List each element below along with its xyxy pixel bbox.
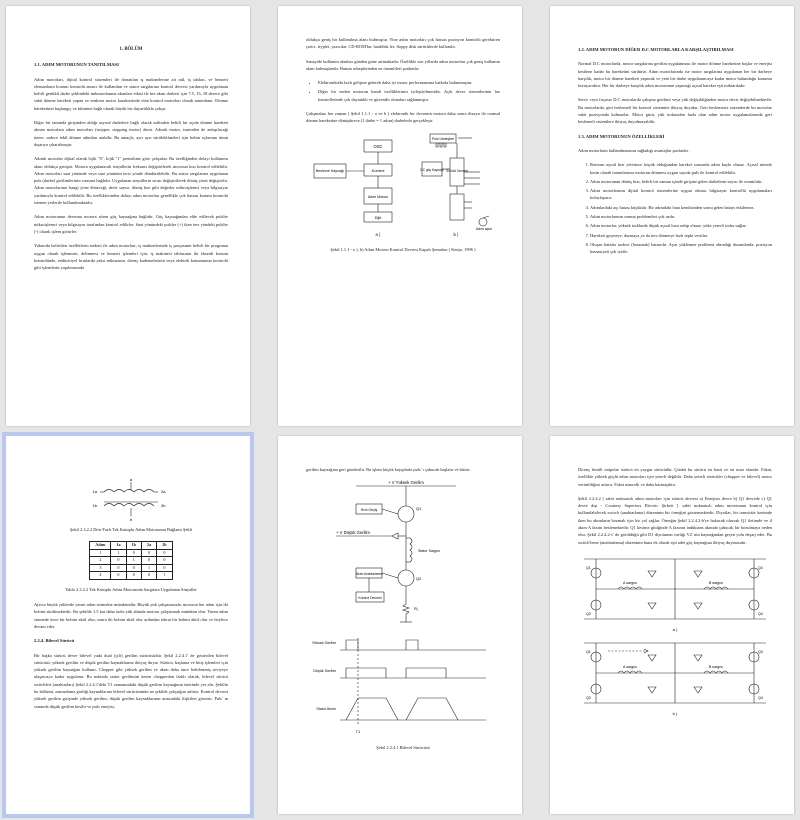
table-cell: 0	[126, 564, 141, 572]
b-winding-label: B sargısı	[708, 664, 724, 669]
adim-motoru-label: Adım Motoru	[367, 194, 389, 199]
figure-caption: Şekil 2.2.4.1 Bilevel Sürücüsü	[376, 745, 430, 751]
table-cell: 0	[142, 557, 157, 565]
table-row	[90, 549, 172, 557]
table-cell: 0	[126, 549, 141, 557]
table-header-row	[90, 542, 172, 550]
paragraph: Ayrıca büyük yüklerde yarım adım sürmekte mümkündür. Büyük yük çalışmasında, motorun her adım için iki bobini sürülmektedir. Bu şekilde 1.5 kat daha fazla yük altında motoru çalıştırmak mümkün olur. Yarım adım sürmede önce bir bobini aktif olur, sonra iki bobini aktif olur ardından tekrar bir bobini aktif olur ve böylece devam eder.	[34, 602, 228, 629]
section-heading: 1.2. ADIM MOTORUN DİĞER D.C MOTORLARLA KARŞILAŞTIRILMASI	[578, 47, 734, 52]
q1-label: Q1	[586, 649, 591, 654]
hizli-label: Hızlı Geçiş	[360, 508, 378, 513]
page-4[interactable]	[6, 436, 250, 814]
page-1	[6, 6, 250, 426]
table-cell: 0	[142, 549, 157, 557]
winding-label-2b: 2b	[161, 503, 166, 508]
q1-label: Q1	[586, 565, 591, 570]
fig-b-label: b )	[453, 231, 459, 237]
q2-label: Q2	[586, 611, 591, 616]
adim-acisi-label: Adım açısı	[475, 226, 493, 231]
yuksek-gerilim-label: Yüksek Gerilim	[311, 641, 336, 646]
paragraph: Şekil 2.2.4.2 [ sabit mıknatıslı adım motorları için sürücü devresi a) Enerjisiz devre b) Q1 devrede c) Q1 devre dışı - Courtesy Superiors Electric Şirketi ]. sabit mıknatıslı adım motorunun kontrol için kullanılabilecek switch (anahtarlama) düzeninin bir örneğini göstermektedir. Diyotlar, bir transistör kesimde iken bu akımların bozmak için bir yol sağlar. Örneğin Şekil 2.2.4.2-b'ye bakacak olursak Q1 iletimde ve il akım A faxını beslemektedir. Q1 kesime gittiğinde A fazının indüktans akımda çabucak bir bozulmaya neden olur. Şekil 2.2.4.2-c' de görüldüğü gibi D1 diyotunun varlığı V2' nin kaynağından geçen yolu deşarj eder. Bu switch'leme (anahtarlama) düzeninin buna ek olarak eşit adet güç kaynağına ihtiyaç duymasıdır.	[578, 495, 772, 545]
table-cell: 0	[157, 549, 172, 557]
b-winding-label: B sargısı	[708, 580, 724, 585]
section-heading: 1.3. ADIM MOTORUNUN ÖZELLİKLERİ	[578, 133, 665, 139]
paragraph: Adımlı motorlar dijital olarak lojik "0", lojik "1" prensibine göre çalışırlar. Bu özelliğinden dolayı kullanımı alanı oldukça geniştir. Motora uygulanacak sinyallerin frekansı değiştirilerek motorun hızı kontrol edilebilir. Adım motorları saat yönünde veya saat yönünün tersi yönde döndürülebilir. Bu stator sargılarına uygulanan puls (darbe) gerilimlerinin sırasına bağlıdır. Uygulanan sinyallerin sırası değiştirilerek dönüş yönü değiştirilir. Adım motorlarının hangi yöne döneceği, devir sayısı, dönüş hızı gibi değerler mikroişlemci veya bilgisayar yardımıyla kontrol edilebilir. Bu özelliklerinden dolayı adım motorları genellikle çok hassas konum kontrolü istenen yerlerde kullanılmaktadır.	[34, 156, 228, 206]
vhigh-label: + V Yüksek Gerilim	[388, 480, 424, 486]
bridge-b-label: b )	[672, 710, 678, 716]
table-cell: 0	[126, 572, 141, 580]
figure-bilevel-circuit	[306, 480, 500, 630]
q4-label: Q4	[758, 695, 763, 700]
table-header: 2a	[142, 542, 157, 550]
table-cell: 0	[157, 564, 172, 572]
table-cell: 3	[90, 564, 111, 572]
figure-bridge-b	[578, 637, 772, 719]
table-cell: 2	[90, 557, 111, 565]
paragraph: Servo veya fırçasız D.C motorlarda çalışma gerilimi veya yük değişikliğinden motor devri değişebilmektedir. Bu motorlarda, geri beslemeli bir kontrol sistemine ihtiyaç duyulur. Geri beslemesiz sistemlerde bu motorlar sabit pozisyonda kalmazlar. Motor gücü, yük torkundan fazla olan adım motor uygulamalarında geri beslemeli sistemlere ihtiyaç duyulmayabilir.	[578, 97, 772, 125]
table-header: Adım	[90, 542, 111, 550]
table-cell: 1	[126, 557, 141, 565]
t1-label: T1	[355, 729, 361, 735]
table-cell: 0	[111, 572, 126, 580]
list-item: 6. Adım motorlar, yüksek torklarda düşük açısal hıza sahip olmaz, yüke yeterli torku sağlar.	[590, 222, 772, 229]
figure-caption: Şekil 1.1.1 - a ), b) Adım Motoru Kontrol Devresi Kapalı Şemaları ( Kenjo, 1996 )	[330, 246, 476, 252]
paragraph: Bir başka sürücü devre bilevel yada dual (çift) gerilim sürücüsüdür. Şekil 2.2.4.1' de gösterilen bilevel sürücüsü; yüksek gerilim ve düşük gerilim kaynaklarına ihtiyaç duyar. Sürücü, başlama ve bitiş işlemleri için yüksek gerilim kaynağını kullanır. Chopper gibi yüksek gerilim ve akım daha önce belirlenmiş seviyeye ulaşıncaya kadar uygulanır. Bu noktada stator gerilimini kesen chopperdan farklı olarak, bilevel sürücü switchleri (anahtarları) Şekil 2.2.4.1'deki T1 zamanındaki düşük gerilim kaynağının üzerinde yer alır. Şekilin bu bölümü, zamanlama grafiği kaynaklarına bilevel sürücüsünün ne şekilde çalıştığını anlatır. Kontrol devresi yüksek gerilim girişinde yüksek gerilim, düşük gerilim kaynaklarının arasındaki ilişkileri gösterir. Puls' ın sonunda düşük gerilim kesilir ve puls enerjisi,	[34, 652, 228, 709]
stator-akimi-label: Stator Akımı	[316, 707, 336, 712]
osc-label: OSC	[373, 143, 383, 149]
paragraph: Çalışmaları her zaman ( Şekil 1.1.1 - a ve b ) elektronik bir devrenin motora daha sonra dizayn ile oransal dönme hareketine dönüştürece (1 darbe = 1 adım) darbelerle gerçekleşir.	[306, 111, 500, 124]
list-item: 8. Oluşan hatalar sadece (basamak) hatasıdır. Aşırı yüklenme problemi olmadığı durumlarda, pozisyon hassasiyeti çok iyidir.	[590, 241, 772, 256]
q1-label: Q1	[416, 506, 422, 512]
paragraph: Diğer bir tanımda girişinden aldığı sayısal darbelere bağlı olarak milinden belirli bir açıda dönme hareketi alınan motorlara adım motorları (stepper, stepping motor) denir. Adımlı motor, isminden de anlaşılacağı üzere, sadece tekil dönme adımları atabilir. Bu amaçla, ayrı ayrı sürülebilmeleri için bobin uçlarının tümü dışarıya çıkartılmıştır.	[34, 120, 228, 147]
paragraph: Direnç limitli unipolar sürücü en yaygın sürücüdür. Çünkü bu sürücü en basit ve en ucuz olandır. Fakat, özellikle yüksek güçlü adım motorları için yeterli değildir. Daha yeterli sürücüler (chopper ve bilevel) motor verimliliğini arttırır. Fakat masraflı ve daha karmaşıktır.	[578, 467, 772, 487]
q4-label: Q4	[758, 611, 763, 616]
a-winding-label: A sargısı	[623, 664, 637, 669]
rs-label: R₁	[414, 606, 419, 612]
page-2	[278, 6, 522, 426]
table-cell: 1	[157, 572, 172, 580]
table-caption: Tablo 2.3.2.2 Tek Kutuplu Adım Motorunda Sargılara Uygulanan Sinyaller	[65, 586, 197, 592]
section-heading: 1.1. ADIM MOTORUNUN TANITILMASI	[34, 62, 119, 68]
puls-label: Puls Üreteçleri	[431, 136, 455, 141]
dijit-label: Dijit	[374, 214, 382, 220]
paragraph: Normal D.C motorlarda, motor sargılarına gerilim uygulanması ile motor dönme hareketine başlar ve enerjisi kesilene kadar bu hareketini sürdürür. Adım motorlarında ise motor sargılarına uygulanan her bir darbeye karşılık, motor bir dönme hareketi yapacak ve yeni bir darbe uygulanıncaya kadar motor bulunduğu konumu koruyacaktır. Her bir darbeye karşılık adım motorunun yapacağı açısal hareket eşit miktardadır.	[578, 61, 772, 89]
winding-label-b: b	[129, 517, 133, 522]
bullet-list	[306, 79, 500, 103]
figure-control-diagram	[306, 132, 500, 242]
dc-label: DC güç Kaynağı	[420, 167, 444, 172]
list-item: 2. Adım motorunun dönüş hızı, belirli bir zaman içinde girişine gelen darbelerin sayısı ile orantılıdır.	[590, 178, 772, 185]
list-item: • Elektronikteki hızlı gelişme giderek daha iyi motor performansına katkıda bulunmuştur.	[318, 79, 500, 86]
paragraph: Adım motorları, dijital kontrol sistemleri ile donatılan iş makinelerine ait nül, iş tabları, ve benzeri elemanların konum kontrolü amacı ile kullanılan ve stator sargılarına kontrol devresi yardımıyla uygulanan belirli genlikli darbe şeklindeki mıknatıslanma akımları etkisi ile her akım darbesi için 7.5, 15, 18 derece gibi sabit dönme hareketi yapan ve senkron motor karakterinde olan kontrol motorları olarak tanımlanır. Dönme hareketinin başlangıç ve bitimine bağlı olarak büyük bir duyarlılıkla çalışır.	[34, 76, 228, 111]
chapter-heading: 1. BÖLÜM	[119, 47, 143, 52]
a-winding-label: A sargısı	[623, 580, 637, 585]
list-item: 4. Adımlardaki açı hatası küçüktür. Bir adımdaki hata kendisinden sonra gelen hatayı etkilemez.	[590, 204, 772, 211]
table-row	[90, 572, 172, 580]
paragraph: Sanayide kullanım alanları günden güne artmaktadır. Özellikle son yıllarda adım motorları çok geniş kullanım alanı bulmuşlardır. Bunun sebeplerinden en önemlileri şunlardır:	[306, 58, 500, 71]
q2-label: Q2	[586, 695, 591, 700]
list-item: 7. Hareketi geçmeye, durmaya ya da ters dönmeye hızlı tepki verirler.	[590, 232, 772, 239]
feature-list	[578, 161, 772, 255]
figure-caption: Şekil 2.3.2.2 Dört Fazlı Tek Kutuplu Adım Motorunun Bağlantı Şekli	[69, 527, 193, 532]
table-header: 1b	[126, 542, 141, 550]
table-row	[90, 557, 172, 565]
fig-a-label: a )	[375, 231, 381, 237]
stator-label: Stator Sargısı	[418, 549, 440, 554]
winding-label-1a: 1a	[92, 489, 97, 494]
page-6	[550, 436, 794, 814]
q2-label: Q2	[416, 576, 422, 582]
table-cell: 0	[142, 572, 157, 580]
figure-bridge-a	[578, 553, 772, 635]
figure-timing-diagram	[306, 632, 500, 740]
bridge-a-label: a )	[672, 626, 678, 632]
surucu-label: Sürücü Devresi	[446, 168, 468, 173]
table-cell: 1	[90, 549, 111, 557]
table-cell: 1	[111, 549, 126, 557]
kontrol-label: Kontrol	[371, 167, 385, 173]
page-5	[278, 436, 522, 814]
list-item: • Diğer bir neden motorun kendi özelliklerinin iyileştirilmesidir. Açık devre sistemlerinin hız kontrollerinde çok dayanıklı ve güvenilir olmaları sağlanmıştır.	[318, 88, 500, 103]
paragraph: gerilim kaynağına geri gönderilir. Bu işlem küçük kayıplarla puls' ı çabucak başlatır ve bitirir.	[306, 467, 471, 472]
paragraph: Yukarıda belirtilen özelliklerin nedeni ile adım motorları; iş makinelerinde iş parçasının belirli bir programa uygun olarak işlenmesi, delinmesi ve benzeri işlemleri için, iş makinesi tablasının iki eksenli konum kontrolünde, endüstriyel fırınlarda yakıt miktarının, direnç kademelerinin veya elektrik konumunun kontrolü gibi işlemlerin yapılmasında	[34, 243, 228, 271]
list-item: 5. Adım motorlarının sonma problemleri çok azdır.	[590, 213, 772, 220]
paragraph: Adım motorların kullanılmasının sağladığı avantajlar şunlardır :	[578, 147, 691, 153]
list-item: 1. Rotorun açısal hızı yeterince küçük olduğundan hareket sırasında adım kaybı olmaz. Açısal mesafe kesin olarak tanımlanırsa motorun dönmesi uygun sayıda puls ile kontrol edilebilir.	[590, 161, 772, 176]
q3-label: Q3	[758, 649, 763, 654]
table-row	[90, 564, 172, 572]
akim-label: Akım Anahtarlama	[355, 572, 383, 577]
table-header: 1a	[111, 542, 126, 550]
dusuk-gerilim-label: Düşük Gerilim	[313, 669, 336, 674]
table-cell: 0	[157, 557, 172, 565]
table-cell: 4	[90, 572, 111, 580]
table-header: 2b	[157, 542, 172, 550]
table-cell: 0	[111, 557, 126, 565]
vlow-label: + V Düşük Gerilim	[336, 530, 370, 536]
list-item: 3. Adım motorlarının dijital kontrol sistemlerine uygun olması bilgisayar kontrollü uygulamaları kolaylaştırır.	[590, 187, 772, 202]
paragraph: Adım motorunun devrunu motora süren güç kaynağına bağlıdır. Güç kaynağından elde edilecek pulsler mikroişlemci veya bilgisayar tarafından kontrol edilirler. Saat yönündeki pulsler (+) iken ters yöndeki pulsler (-) olarak işlem görürler.	[34, 214, 228, 234]
winding-label-2a: 2a	[161, 489, 166, 494]
table-cell: 1	[142, 564, 157, 572]
q3-label: Q3	[758, 565, 763, 570]
paragraph: oldukça geniş bir kullanılma alanı bulmuştur. Yine adım motorları çok hassas pozisyon kontrolü gerektiren çizici, tryplet, yazıcılar, CD-ROM'lar, harddisk ler, floppy disk sürücülerde kullanılır.	[306, 37, 500, 50]
section-heading: 2.2.4. Bilevel Sürücü	[34, 638, 75, 644]
winding-label-a: a	[129, 477, 133, 482]
page-3	[550, 6, 794, 426]
signal-table	[89, 541, 172, 580]
figure-winding-diagram	[34, 476, 228, 522]
winding-label-1b: 1b	[92, 503, 97, 508]
table-cell: 0	[111, 564, 126, 572]
kontrol-devresi-label: Kontrol Devresi	[358, 596, 382, 601]
besleme-label: Besleme Kaynağı	[315, 168, 345, 173]
